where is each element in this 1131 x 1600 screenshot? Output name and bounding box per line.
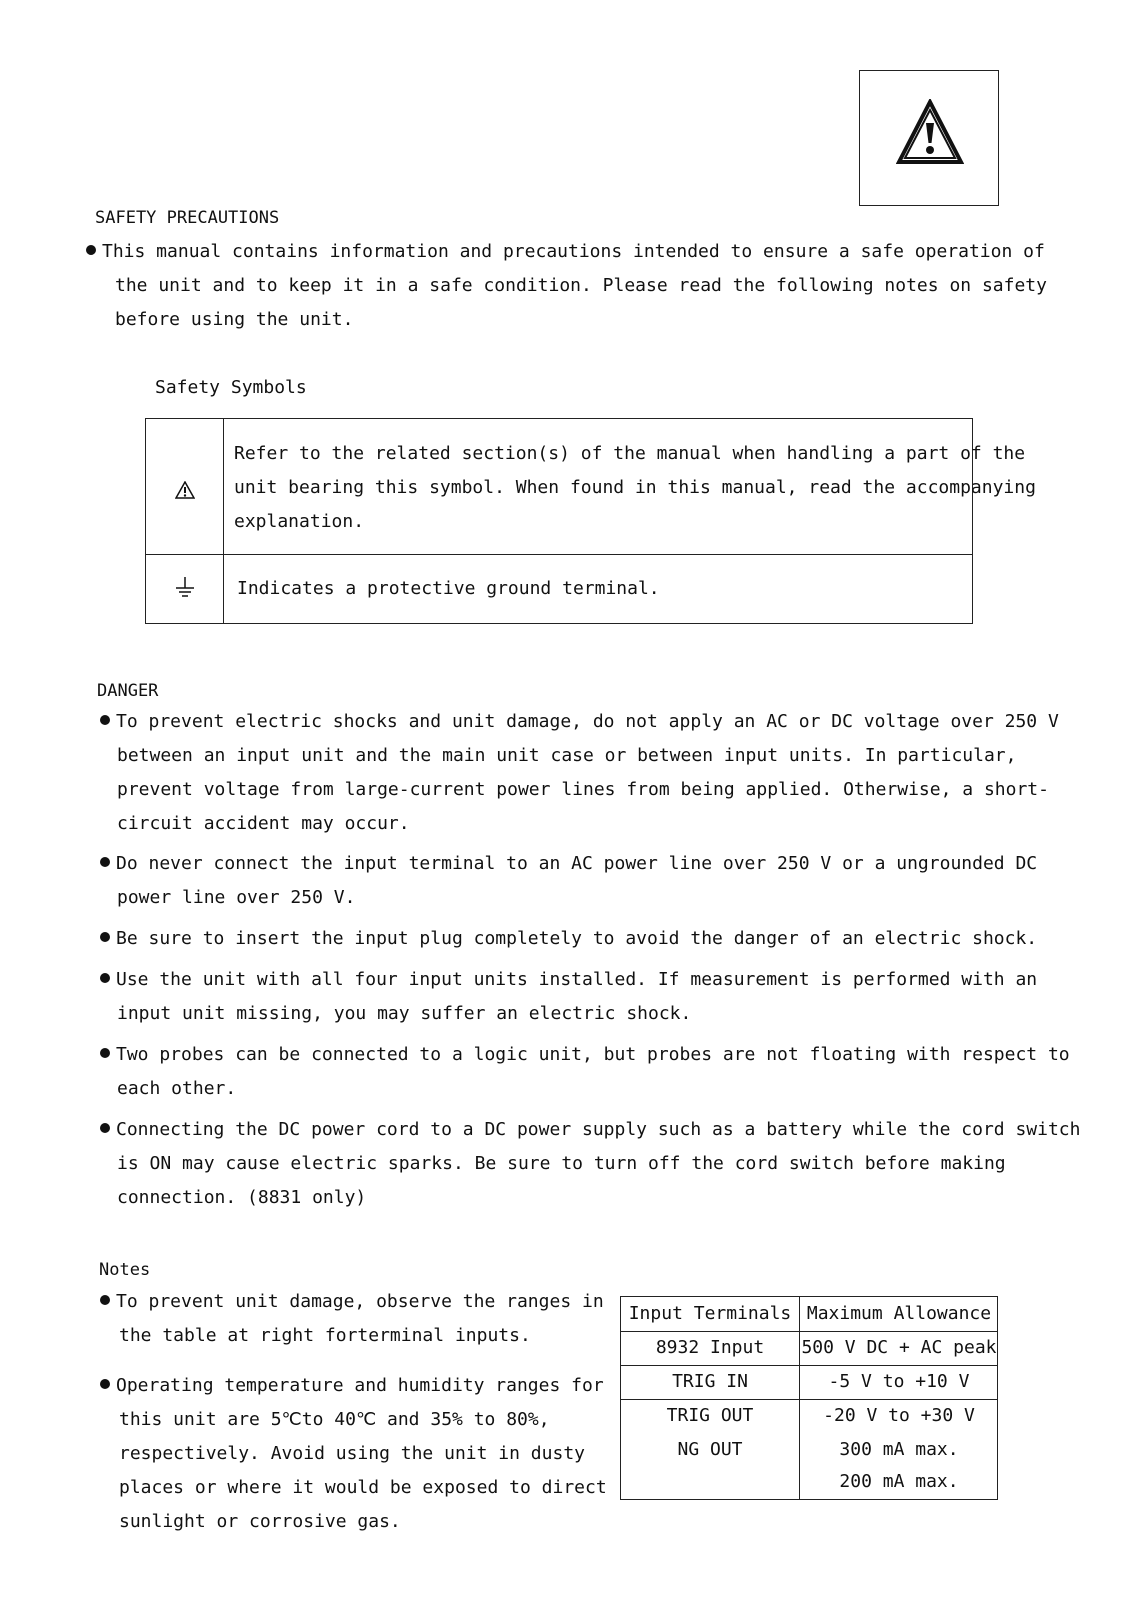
warning-symbol-box bbox=[859, 70, 999, 206]
table-cell: TRIG OUT bbox=[666, 1405, 754, 1426]
table-cell: TRIG IN bbox=[672, 1371, 748, 1392]
danger-item-2-line-2: power line over 250 V. bbox=[117, 887, 356, 908]
danger-item-2-line-1: Do never connect the input terminal to an AC power line over 250 V or a ungrounded DC bbox=[100, 847, 1037, 881]
safety-heading: SAFETY PRECAUTIONS bbox=[95, 208, 280, 228]
bullet-icon bbox=[100, 973, 110, 983]
warning-triangle-icon bbox=[896, 99, 964, 165]
danger-item-5-line-2: each other. bbox=[117, 1078, 237, 1099]
danger-item-1-line-4: circuit accident may occur. bbox=[117, 813, 410, 834]
bullet-icon bbox=[100, 1123, 110, 1133]
notes-item-2-line-1: Operating temperature and humidity ranges for bbox=[100, 1369, 604, 1403]
table-cell: 8932 Input bbox=[655, 1337, 765, 1358]
danger-item-6-line-3: connection. (8831 only) bbox=[117, 1187, 367, 1208]
ground-icon bbox=[174, 576, 196, 600]
symbol-warning-line-1: Refer to the related section(s) of the manual when handling a part of the bbox=[234, 443, 1026, 464]
danger-item-1-line-1: To prevent electric shocks and unit damage, do not apply an AC or DC voltage over 250 V bbox=[100, 705, 1059, 739]
notes-heading: Notes bbox=[99, 1260, 151, 1280]
table-cell: 500 V DC + AC peak bbox=[801, 1337, 997, 1358]
table-cell: NG OUT bbox=[677, 1439, 743, 1460]
symbol-warning-line-3: explanation. bbox=[234, 511, 365, 532]
notes-item-1-line-2: the table at right forterminal inputs. bbox=[119, 1325, 531, 1346]
danger-item-1-line-3: prevent voltage from large-current power lines from being applied. Otherwise, a short- bbox=[117, 779, 1049, 800]
table-header-terminals: Input Terminals bbox=[628, 1303, 792, 1324]
danger-item-4-line-2: input unit missing, you may suffer an electric shock. bbox=[117, 1003, 692, 1024]
danger-item-1-line-2: between an input unit and the main unit case or between input units. In particular, bbox=[117, 745, 1017, 766]
notes-item-2-line-4: places or where it would be exposed to direct bbox=[119, 1477, 607, 1498]
safety-intro-line-3: before using the unit. bbox=[115, 309, 354, 330]
table-cell: 200 mA max. bbox=[839, 1471, 959, 1492]
notes-item-2-line-2: this unit are 5℃to 40℃ and 35% to 80%, bbox=[119, 1409, 550, 1430]
notes-item-1-line-1: To prevent unit damage, observe the ranges in bbox=[100, 1285, 604, 1319]
table-cell: -20 V to +30 V bbox=[823, 1405, 975, 1426]
warning-triangle-icon bbox=[175, 481, 195, 499]
danger-item-6-line-1: Connecting the DC power cord to a DC power supply such as a battery while the cord switch bbox=[100, 1113, 1081, 1147]
notes-item-2-line-5: sunlight or corrosive gas. bbox=[119, 1511, 401, 1532]
bullet-icon bbox=[100, 1295, 110, 1305]
safety-intro-line-2: the unit and to keep it in a safe condition. Please read the following notes on safety bbox=[115, 275, 1047, 296]
bullet-icon bbox=[100, 1048, 110, 1058]
danger-item-6-line-2: is ON may cause electric sparks. Be sure to turn off the cord switch before making bbox=[117, 1153, 1006, 1174]
bullet-icon bbox=[100, 857, 110, 867]
bullet-icon bbox=[100, 932, 110, 942]
safety-symbols-table bbox=[145, 418, 1036, 624]
table-header-allowance: Maximum Allowance bbox=[806, 1303, 992, 1324]
safety-intro-line-1: This manual contains information and precautions intended to ensure a safe operation of bbox=[86, 235, 1045, 269]
bullet-icon bbox=[86, 245, 96, 255]
safety-symbols-title: Safety Symbols bbox=[155, 377, 307, 398]
symbol-warning-line-2: unit bearing this symbol. When found in this manual, read the accompanying bbox=[234, 477, 1036, 498]
table-cell: 300 mA max. bbox=[839, 1439, 959, 1460]
notes-item-2-line-3: respectively. Avoid using the unit in dusty bbox=[119, 1443, 585, 1464]
danger-item-5-line-1: Two probes can be connected to a logic unit, but probes are not floating with respect to bbox=[100, 1038, 1070, 1072]
bullet-icon bbox=[100, 715, 110, 725]
danger-item-4-line-1: Use the unit with all four input units installed. If measurement is performed with an bbox=[100, 963, 1037, 997]
danger-heading: DANGER bbox=[97, 681, 159, 701]
bullet-icon bbox=[100, 1379, 110, 1389]
symbol-ground-line-1: Indicates a protective ground terminal. bbox=[237, 578, 660, 599]
input-terminals-table bbox=[620, 1296, 998, 1500]
danger-item-3-line-1: Be sure to insert the input plug completely to avoid the danger of an electric shock. bbox=[100, 922, 1037, 956]
table-cell: -5 V to +10 V bbox=[828, 1371, 970, 1392]
